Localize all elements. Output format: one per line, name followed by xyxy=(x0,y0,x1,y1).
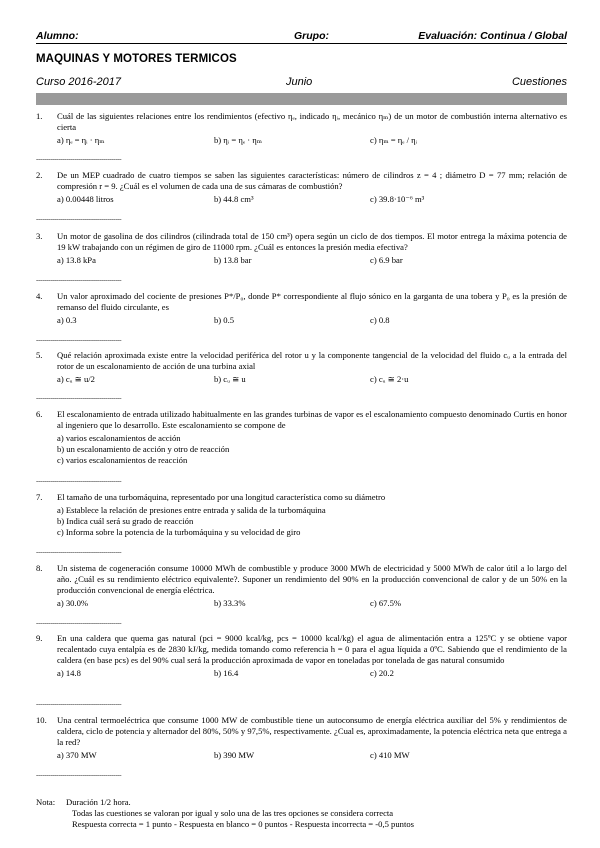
tipo-label: Cuestiones xyxy=(511,76,567,88)
question-text: En una caldera que quema gas natural (pci = 9000 kcal/kg, pcs = 10000 kcal/kg) el agua de alimentación entra a 125ºC y se obtiene vapor recalentado cuya entalpía es de 2830 kJ/kg, medida tomando como referencia h = 0 para el agua líquida a 0ºC. Sabiendo que el rendimiento de la caldera (en base pcs) es del 90% cual será la producción aproximada de vapor en toneladas por tonelada de gas natural consumido xyxy=(57,633,567,665)
option-list xyxy=(57,598,567,609)
header-divider-bar xyxy=(36,93,567,105)
question-text: Un valor aproximado del cociente de presiones P*/P₀, donde P* correspondiente al flujo sónico en la garganta de una tobera y P₀ es la presión de remanso del fluido circulante, es xyxy=(57,291,567,312)
option-c: c) cᵤ ≅ 2·u xyxy=(370,374,409,384)
question-text: Un motor de gasolina de dos cilindros (cilindrada total de 150 cm³) opera según un ciclo de dos tiempos. El motor entrega la máxima potencia de 19 kW trabajando con un régimen de giro de 11000 rpm. ¿Cuál es entonces la presión media efectiva? xyxy=(57,231,567,252)
question-6 xyxy=(36,409,567,466)
option-c: c) 67.5% xyxy=(370,598,402,608)
option-b: b) cᵤ ≅ u xyxy=(214,374,246,384)
note-label: Nota: xyxy=(36,797,56,807)
option-a: a) ηₑ = ηᵢ · ηₘ xyxy=(57,135,105,145)
curso-label: Curso 2016-2017 xyxy=(36,76,122,88)
separator-line: ------------------------------------------ xyxy=(36,477,122,485)
question-number: 10. xyxy=(36,715,47,725)
option-b: b) 44.8 cm³ xyxy=(214,194,254,204)
question-number: 9. xyxy=(36,633,43,643)
question-number: 3. xyxy=(36,231,43,241)
option-a: a) 30.0% xyxy=(57,598,89,608)
separator-line: ------------------------------------------ xyxy=(36,215,122,223)
question-number: 7. xyxy=(36,492,43,502)
option-c: c) varios escalonamientos de reacción xyxy=(57,455,188,465)
question-2 xyxy=(36,170,567,205)
question-number: 4. xyxy=(36,291,43,301)
question-8 xyxy=(36,563,567,609)
option-b: b) 390 MW xyxy=(214,750,255,760)
option-b: b) 0.5 xyxy=(214,315,235,325)
question-number: 5. xyxy=(36,350,43,360)
alumno-label: Alumno: xyxy=(36,30,79,42)
separator-line: ------------------------------------------ xyxy=(36,548,122,556)
option-a: a) Establece la relación de presiones entre entrada y salida de la turbomáquina xyxy=(57,505,326,515)
question-3 xyxy=(36,231,567,266)
question-text: Un sistema de cogeneración consume 10000 MWh de combustible y produce 3000 MWh de electricidad y 5000 MWh de calor útil a lo largo del año. ¿Cuál es su rendimiento eléctrico equivalente?. Suponer un rendimiento del 90% en la producción convencional de calor y de un 50% en la producción convencional de energía eléctrica. xyxy=(57,563,567,595)
question-number: 2. xyxy=(36,170,43,180)
grupo-label: Grupo: xyxy=(294,30,329,42)
option-list xyxy=(57,374,567,385)
option-b: b) un escalonamiento de acción y otro de reacción xyxy=(57,444,230,454)
separator-line: ------------------------------------------ xyxy=(36,700,122,708)
option-c: c) 410 MW xyxy=(370,750,410,760)
separator-line: ------------------------------------------ xyxy=(36,394,122,402)
separator-line: ------------------------------------------ xyxy=(36,155,122,163)
question-text: Una central termoeléctrica que consume 1000 MW de combustible tiene un autoconsumo de energía eléctrica auxiliar del 5% y rendimientos de caldera, ciclo de potencia y alternador del 80%, 50% y 97,5%, respectivamente. ¿Cual es, aproximadamente, la potencia eléctrica neta que entrega a la red? xyxy=(57,715,567,747)
option-list xyxy=(57,750,567,761)
option-list xyxy=(57,194,567,205)
note-duration: Duración 1/2 hora. xyxy=(66,797,131,807)
note-scoring-rule: Todas las cuestiones se valoran por igual y solo una de las tres opciones se considera correcta xyxy=(72,808,394,818)
header-top-row xyxy=(36,30,567,44)
option-b: b) Indica cuál será su grado de reacción xyxy=(57,516,194,526)
question-7 xyxy=(36,492,567,538)
option-list xyxy=(57,135,567,146)
question-number: 6. xyxy=(36,409,43,419)
option-c: c) 20.2 xyxy=(370,668,394,678)
option-list xyxy=(57,315,567,326)
option-a: a) 0.00448 litros xyxy=(57,194,114,204)
separator-line: ------------------------------------------ xyxy=(36,336,122,344)
option-list xyxy=(57,668,567,679)
option-a: a) cᵤ ≅ u/2 xyxy=(57,374,95,384)
separator-line: ------------------------------------------ xyxy=(36,276,122,284)
question-text: Cuál de las siguientes relaciones entre los rendimientos (efectivo ηₑ, indicado ηᵢ, mecánico ηₘ) de un motor de combustión interna alternativo es cierta xyxy=(57,111,567,132)
note-scoring-points: Respuesta correcta = 1 punto - Respuesta en blanco = 0 puntos - Respuesta incorrecta = -0,5 puntos xyxy=(72,819,414,829)
option-a: a) 14.8 xyxy=(57,668,81,678)
option-b: b) ηᵢ = ηₑ · ηₘ xyxy=(214,135,262,145)
question-number: 8. xyxy=(36,563,43,573)
option-a: a) 0.3 xyxy=(57,315,77,325)
question-1 xyxy=(36,111,567,146)
question-text: Qué relación aproximada existe entre la velocidad periférica del rotor u y la componente tangencial de la velocidad del fluido cᵤ a la entrada del rotor de un escalonamiento de acción de una turbina axial xyxy=(57,350,567,371)
option-list xyxy=(57,505,567,538)
question-5 xyxy=(36,350,567,385)
option-b: b) 16.4 xyxy=(214,668,239,678)
separator-line: ------------------------------------------ xyxy=(36,619,122,627)
evaluacion-label: Evaluación: Continua / Global xyxy=(418,30,567,42)
question-text: De un MEP cuadrado de cuatro tiempos se saben las siguientes características: número de cilindros z = 4 ; diámetro D = 77 mm; relación de compresión r = 9. ¿Cuál es el volumen de cada una de sus cámaras de combustión? xyxy=(57,170,567,191)
option-b: b) 33.3% xyxy=(214,598,246,608)
option-c: c) 39.8·10⁻⁶ m³ xyxy=(370,194,425,204)
option-c: c) 0.8 xyxy=(370,315,390,325)
option-c: c) 6.9 bar xyxy=(370,255,403,265)
option-b: b) 13.8 bar xyxy=(214,255,252,265)
question-9 xyxy=(36,633,567,679)
option-list xyxy=(57,255,567,266)
option-c: c) Informa sobre la potencia de la turbomáquina y su velocidad de giro xyxy=(57,527,301,537)
option-a: a) varios escalonamientos de acción xyxy=(57,433,181,443)
question-10 xyxy=(36,715,567,761)
page-title: MAQUINAS Y MOTORES TERMICOS xyxy=(36,53,237,65)
footer-note xyxy=(36,797,567,830)
separator-line: ------------------------------------------ xyxy=(36,771,122,779)
question-text: El tamaño de una turbomáquina, representado por una longitud característica como su diámetro xyxy=(57,492,386,502)
mes-label: Junio xyxy=(286,76,313,88)
option-list xyxy=(57,433,567,466)
option-a: a) 370 MW xyxy=(57,750,97,760)
question-text: El escalonamiento de entrada utilizado habitualmente en las grandes turbinas de vapor es el escalonamiento compuesto denominado Curtis en honor al ingeniero que lo desarrollo. Este escalonamiento se compone de xyxy=(57,409,567,430)
question-4 xyxy=(36,291,567,326)
option-a: a) 13.8 kPa xyxy=(57,255,96,265)
option-c: c) ηₘ = ηₑ / ηᵢ xyxy=(370,135,418,145)
header-course-row xyxy=(36,76,567,90)
question-number: 1. xyxy=(36,111,43,121)
